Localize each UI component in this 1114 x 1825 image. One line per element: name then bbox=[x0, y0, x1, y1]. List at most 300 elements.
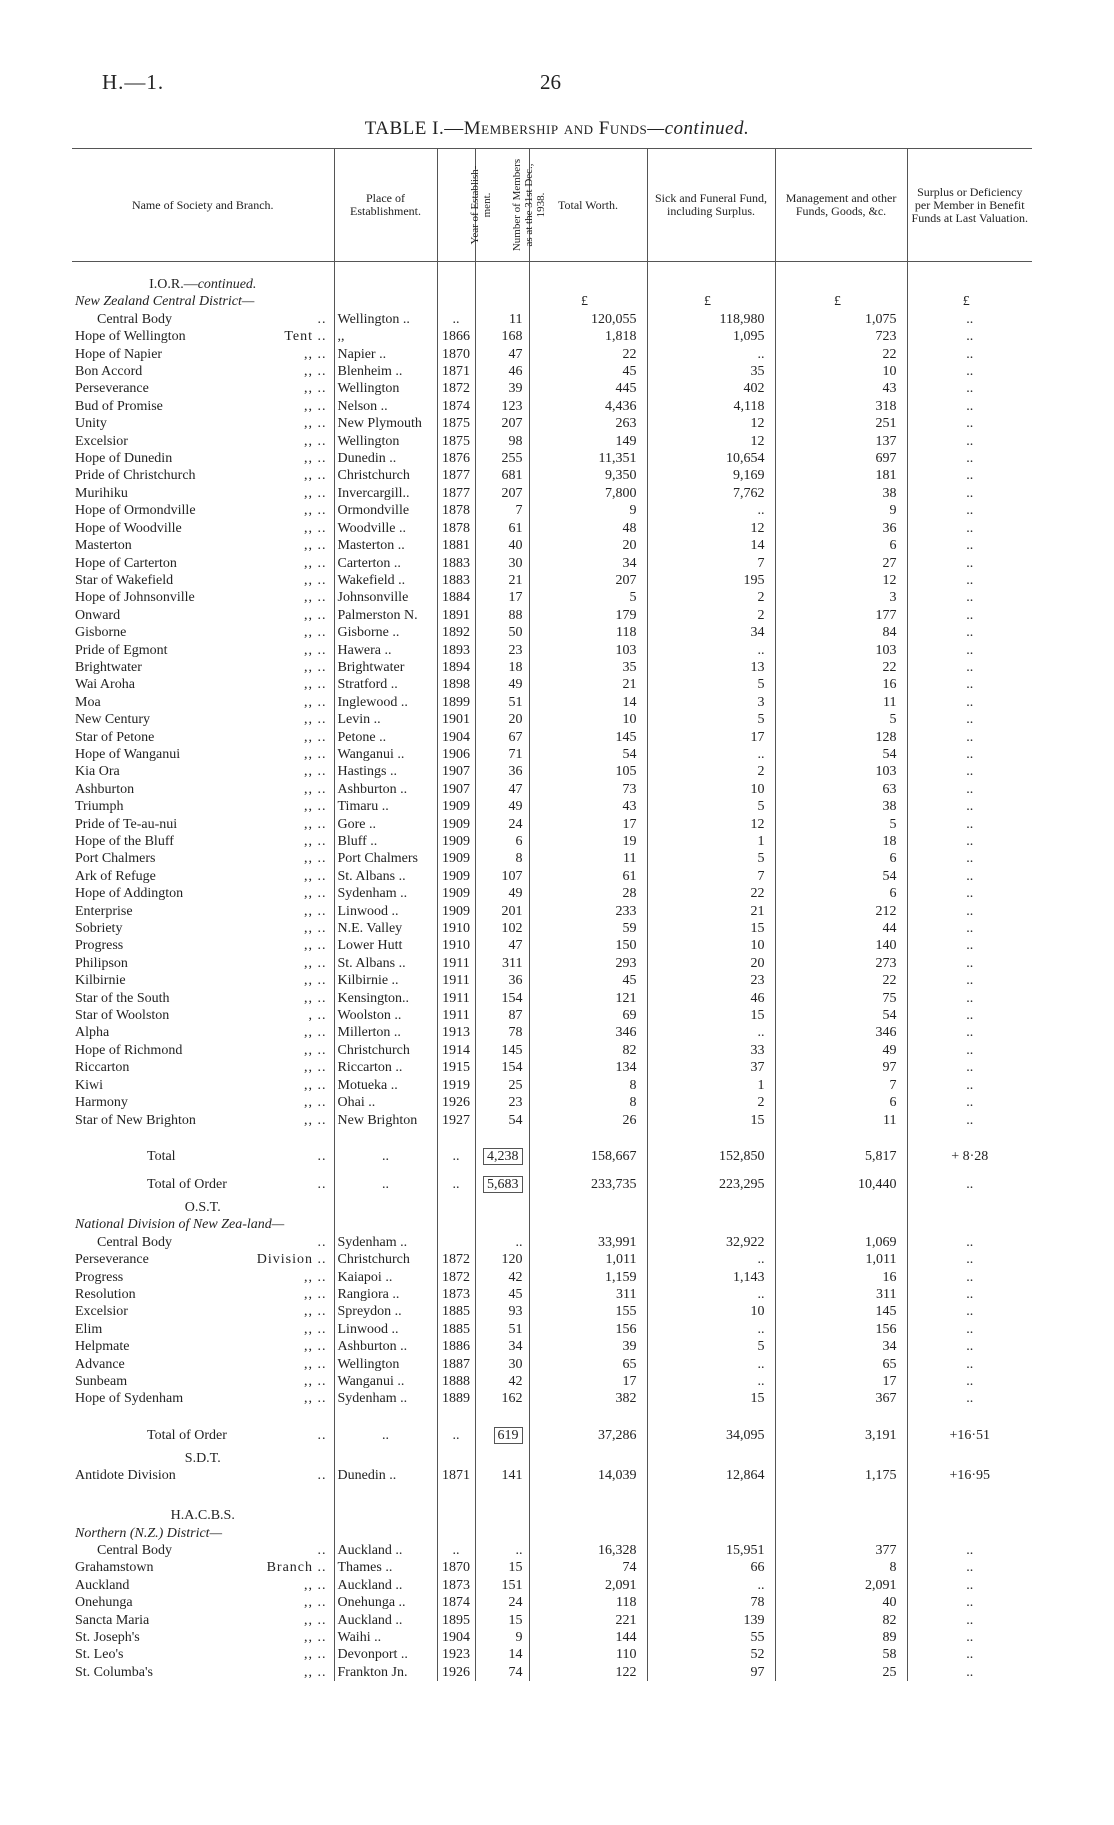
surplus-cell: .. bbox=[907, 642, 1032, 659]
total-worth-cell: 48 bbox=[529, 520, 647, 537]
members-cell: 107 bbox=[475, 868, 529, 885]
mgmt-fund-cell: 44 bbox=[775, 920, 907, 937]
mgmt-fund-cell: 2,091 bbox=[775, 1577, 907, 1594]
total-label-cell bbox=[72, 1171, 334, 1199]
sick-fund-cell: 195 bbox=[647, 572, 775, 589]
mgmt-fund-cell: 82 bbox=[775, 1612, 907, 1629]
ior-branch-row bbox=[72, 1094, 1032, 1111]
branch-name-cell bbox=[72, 711, 334, 728]
place-cell: Gisborne .. bbox=[334, 624, 437, 641]
members-cell: 46 bbox=[475, 363, 529, 380]
place-cell: Dunedin .. bbox=[334, 450, 437, 467]
branch-name-cell bbox=[72, 1559, 334, 1576]
total-worth-cell: 9 bbox=[529, 502, 647, 519]
branch-name-box bbox=[75, 1321, 331, 1338]
members-cell: 42 bbox=[475, 1269, 529, 1286]
branch-suffix: ,, .. bbox=[304, 1356, 327, 1372]
place-cell: Linwood .. bbox=[334, 1321, 437, 1338]
surplus-cell: .. bbox=[907, 711, 1032, 728]
branch-name-box bbox=[75, 1646, 331, 1663]
mgmt-fund-cell: 346 bbox=[775, 1024, 907, 1041]
members-cell: 120 bbox=[475, 1251, 529, 1268]
mgmt-fund-cell: 177 bbox=[775, 607, 907, 624]
surplus-cell: .. bbox=[907, 328, 1032, 345]
place-cell: Auckland .. bbox=[334, 1577, 437, 1594]
branch-name-box bbox=[75, 1269, 331, 1286]
year-cell: 1872 bbox=[437, 1251, 475, 1268]
branch-name-cell bbox=[72, 555, 334, 572]
surplus-cell: .. bbox=[907, 1303, 1032, 1320]
year-cell bbox=[437, 1234, 475, 1251]
ior-branch-row bbox=[72, 1112, 1032, 1129]
branch-name: Harmony bbox=[75, 1095, 128, 1111]
ost-division-row bbox=[72, 1234, 1032, 1251]
sick-fund-cell: 12 bbox=[647, 433, 775, 450]
mgmt-fund-cell: 1,069 bbox=[775, 1234, 907, 1251]
ior-branch-row bbox=[72, 798, 1032, 815]
surplus-cell: .. bbox=[907, 1077, 1032, 1094]
hac-branch-row bbox=[72, 1577, 1032, 1594]
total-label: Total of Order bbox=[147, 1427, 227, 1443]
branch-suffix: .. bbox=[317, 1234, 327, 1250]
branch-name-cell bbox=[72, 1356, 334, 1373]
branch-name-box bbox=[75, 485, 331, 502]
mgmt-fund-cell: 697 bbox=[775, 450, 907, 467]
surplus-cell: .. bbox=[907, 1042, 1032, 1059]
spacer-cell bbox=[475, 1129, 529, 1143]
branch-name: Elim bbox=[75, 1321, 103, 1337]
spacer-cell bbox=[529, 1129, 647, 1143]
sick-fund-cell: 22 bbox=[647, 885, 775, 902]
year-cell: 1875 bbox=[437, 415, 475, 432]
hac-branch-row bbox=[72, 1612, 1032, 1629]
branch-name: New Century bbox=[75, 712, 151, 728]
branch-name: Kiwi bbox=[75, 1077, 103, 1093]
branch-name-box bbox=[75, 798, 331, 815]
members-cell: 9 bbox=[475, 1629, 529, 1646]
branch-suffix: ,, .. bbox=[304, 364, 327, 380]
branch-name-box bbox=[75, 520, 331, 537]
place-cell: Kaiapoi .. bbox=[334, 1269, 437, 1286]
mgmt-fund-cell: 84 bbox=[775, 624, 907, 641]
branch-suffix: ,, .. bbox=[304, 538, 327, 554]
col-name-header: Name of Society and Branch. bbox=[72, 149, 334, 262]
sick-fund-cell: 15 bbox=[647, 1007, 775, 1024]
branch-name-cell bbox=[72, 850, 334, 867]
total-label-box bbox=[75, 1171, 331, 1199]
table-body bbox=[72, 262, 1032, 1682]
total-worth-cell: 293 bbox=[529, 955, 647, 972]
members-cell: 255 bbox=[475, 450, 529, 467]
year-cell: 1927 bbox=[437, 1112, 475, 1129]
mgmt-fund-cell: 3 bbox=[775, 589, 907, 606]
branch-name: Philipson bbox=[75, 955, 128, 971]
branch-name-cell bbox=[72, 1629, 334, 1646]
members-cell: 11 bbox=[475, 311, 529, 328]
branch-name-box bbox=[75, 711, 331, 728]
title-main: Membership and Funds bbox=[463, 118, 648, 139]
spacer-cell bbox=[334, 1493, 437, 1507]
spacer-cell bbox=[529, 1408, 647, 1422]
mgmt-fund-cell: 145 bbox=[775, 1303, 907, 1320]
branch-name-box bbox=[75, 363, 331, 380]
mgmt-fund-cell: 103 bbox=[775, 642, 907, 659]
ior-branch-row bbox=[72, 398, 1032, 415]
surplus-cell: .. bbox=[907, 1234, 1032, 1251]
spacer-cell bbox=[907, 1507, 1032, 1524]
total-worth-cell: 145 bbox=[529, 729, 647, 746]
year-cell: 1874 bbox=[437, 398, 475, 415]
place-cell: Christchurch bbox=[334, 1251, 437, 1268]
place-cell: Ormondville bbox=[334, 502, 437, 519]
members-cell: .. bbox=[475, 1542, 529, 1559]
mgmt-fund-cell: 38 bbox=[775, 798, 907, 815]
branch-name-cell bbox=[72, 328, 334, 345]
sick-fund-cell: 15 bbox=[647, 920, 775, 937]
place-cell: Wellington bbox=[334, 433, 437, 450]
branch-suffix: ,, .. bbox=[304, 1095, 327, 1111]
sick-fund-cell: 1 bbox=[647, 1077, 775, 1094]
spacer-cell bbox=[529, 1525, 647, 1542]
branch-name-box bbox=[75, 746, 331, 763]
branch-suffix: ,, .. bbox=[304, 381, 327, 397]
branch-name-box bbox=[75, 816, 331, 833]
surplus-cell: .. bbox=[907, 398, 1032, 415]
sick-fund-cell: .. bbox=[647, 1251, 775, 1268]
branch-name-cell bbox=[72, 346, 334, 363]
branch-suffix: Division .. bbox=[256, 1252, 327, 1268]
surplus-cell: .. bbox=[907, 885, 1032, 902]
branch-suffix: ,, .. bbox=[304, 955, 327, 971]
surplus-cell: .. bbox=[907, 1024, 1032, 1041]
sick-fund-cell: .. bbox=[647, 1321, 775, 1338]
ior-branch-row bbox=[72, 346, 1032, 363]
year-cell: 1887 bbox=[437, 1356, 475, 1373]
total-worth-cell: 1,011 bbox=[529, 1251, 647, 1268]
members-cell: 14 bbox=[475, 1646, 529, 1663]
mgmt-fund-cell: 12 bbox=[775, 572, 907, 589]
mgmt-fund-cell: 65 bbox=[775, 1356, 907, 1373]
branch-name: St. Leo's bbox=[75, 1647, 124, 1663]
place-cell: Carterton .. bbox=[334, 555, 437, 572]
total-worth-cell: 35 bbox=[529, 659, 647, 676]
branch-suffix: ,, .. bbox=[304, 921, 327, 937]
sick-fund-cell: 12 bbox=[647, 415, 775, 432]
branch-name-cell bbox=[72, 1007, 334, 1024]
year-cell: 1910 bbox=[437, 920, 475, 937]
branch-name-cell bbox=[72, 1234, 334, 1251]
ior-branch-row bbox=[72, 937, 1032, 954]
sick-fund-cell: 15 bbox=[647, 1112, 775, 1129]
ior-branch-row bbox=[72, 537, 1032, 554]
year-cell: 1877 bbox=[437, 485, 475, 502]
spacer-cell bbox=[475, 1199, 529, 1216]
ost-division-row bbox=[72, 1356, 1032, 1373]
total-worth-cell: 9,350 bbox=[529, 467, 647, 484]
branch-name-cell bbox=[72, 607, 334, 624]
ior-org-abbrev: I.O.R.— bbox=[149, 277, 198, 292]
total-worth-cell: 21 bbox=[529, 676, 647, 693]
total-worth-cell: 144 bbox=[529, 1629, 647, 1646]
surplus-cell: .. bbox=[907, 415, 1032, 432]
total-members-box: 4,238 bbox=[483, 1148, 523, 1165]
branch-name-cell bbox=[72, 520, 334, 537]
branch-name-cell bbox=[72, 746, 334, 763]
place-cell: Onehunga .. bbox=[334, 1594, 437, 1611]
branch-name-cell bbox=[72, 1373, 334, 1390]
year-cell: 1893 bbox=[437, 642, 475, 659]
branch-suffix: ,, .. bbox=[304, 1042, 327, 1058]
ior-branch-row bbox=[72, 642, 1032, 659]
total-surplus-cell: .. bbox=[907, 1171, 1032, 1199]
sick-fund-cell: .. bbox=[647, 346, 775, 363]
members-cell: 42 bbox=[475, 1373, 529, 1390]
branch-name: Auckland bbox=[75, 1577, 130, 1593]
branch-suffix: ,, .. bbox=[304, 1577, 327, 1593]
branch-suffix: .. bbox=[317, 311, 327, 327]
mgmt-fund-cell: 6 bbox=[775, 885, 907, 902]
ior-branch-row bbox=[72, 450, 1032, 467]
branch-name-cell bbox=[72, 1612, 334, 1629]
branch-name-box bbox=[75, 972, 331, 989]
mgmt-fund-cell: 54 bbox=[775, 1007, 907, 1024]
document-code: H.—1. bbox=[102, 70, 165, 94]
spacer-cell bbox=[72, 1129, 334, 1143]
total-worth-cell: 61 bbox=[529, 868, 647, 885]
branch-suffix: ,, .. bbox=[304, 938, 327, 954]
title-prefix: TABLE I.— bbox=[364, 118, 464, 139]
ior-total-row bbox=[72, 1143, 1032, 1171]
branch-name: Progress bbox=[75, 938, 124, 954]
surplus-cell: .. bbox=[907, 659, 1032, 676]
branch-name-box bbox=[75, 850, 331, 867]
surplus-cell: .. bbox=[907, 816, 1032, 833]
branch-suffix: ,, .. bbox=[304, 1269, 327, 1285]
place-cell: Wellington bbox=[334, 1356, 437, 1373]
branch-name-cell bbox=[72, 415, 334, 432]
branch-name-cell bbox=[72, 729, 334, 746]
year-cell: 1884 bbox=[437, 589, 475, 606]
sick-fund-cell: 12 bbox=[647, 520, 775, 537]
year-cell: 1895 bbox=[437, 1612, 475, 1629]
spacer-cell bbox=[529, 1507, 647, 1524]
branch-name: St. Columba's bbox=[75, 1664, 153, 1680]
branch-name-cell bbox=[72, 1390, 334, 1407]
total-worth-cell: 134 bbox=[529, 1059, 647, 1076]
sick-fund-cell: 5 bbox=[647, 711, 775, 728]
total-worth-cell: 207 bbox=[529, 572, 647, 589]
branch-suffix: ,, .. bbox=[304, 590, 327, 606]
branch-name: Bud of Promise bbox=[75, 398, 163, 414]
place-cell: Wanganui .. bbox=[334, 1373, 437, 1390]
total-worth-cell: 221 bbox=[529, 1612, 647, 1629]
surplus-cell: .. bbox=[907, 1612, 1032, 1629]
place-cell: Wellington .. bbox=[334, 311, 437, 328]
branch-name: Central Body bbox=[97, 311, 173, 327]
surplus-cell: .. bbox=[907, 450, 1032, 467]
branch-name: Riccarton bbox=[75, 1060, 130, 1076]
branch-name-cell bbox=[72, 937, 334, 954]
surplus-cell: .. bbox=[907, 850, 1032, 867]
year-cell: 1883 bbox=[437, 572, 475, 589]
branch-suffix: ,, .. bbox=[304, 1391, 327, 1407]
total-members-cell bbox=[475, 1422, 529, 1450]
spacer-cell bbox=[475, 1216, 529, 1233]
total-place-cell: .. bbox=[334, 1171, 437, 1199]
mgmt-fund-cell: 18 bbox=[775, 833, 907, 850]
surplus-cell: .. bbox=[907, 746, 1032, 763]
branch-name: Triumph bbox=[75, 799, 124, 815]
branch-name-cell bbox=[72, 885, 334, 902]
year-cell: 1885 bbox=[437, 1303, 475, 1320]
total-surplus-cell: + 8·28 bbox=[907, 1143, 1032, 1171]
branch-name-cell bbox=[72, 1286, 334, 1303]
surplus-cell: .. bbox=[907, 520, 1032, 537]
col-surplus-header: Surplus or Deficiency per Member in Benefit Funds at Last Valuation. bbox=[907, 149, 1032, 262]
surplus-cell: .. bbox=[907, 1338, 1032, 1355]
surplus-cell: .. bbox=[907, 694, 1032, 711]
branch-name-cell bbox=[72, 694, 334, 711]
branch-name-box bbox=[75, 624, 331, 641]
place-cell: Ohai .. bbox=[334, 1094, 437, 1111]
surplus-cell: .. bbox=[907, 624, 1032, 641]
total-worth-cell: 45 bbox=[529, 363, 647, 380]
ost-district-heading-label: National Division of New Zea-land— bbox=[75, 1217, 285, 1233]
branch-name-box bbox=[75, 555, 331, 572]
total-worth-cell: 120,055 bbox=[529, 311, 647, 328]
branch-name-cell bbox=[72, 1577, 334, 1594]
members-cell: 24 bbox=[475, 1594, 529, 1611]
branch-name-cell bbox=[72, 624, 334, 641]
branch-name-cell bbox=[72, 572, 334, 589]
ior-branch-row bbox=[72, 746, 1032, 763]
members-cell: 49 bbox=[475, 885, 529, 902]
total-worth-cell: 22 bbox=[529, 346, 647, 363]
branch-name: Hope of Napier bbox=[75, 346, 163, 362]
year-cell: 1886 bbox=[437, 1338, 475, 1355]
branch-name-cell bbox=[72, 1321, 334, 1338]
branch-suffix: ,, .. bbox=[304, 990, 327, 1006]
branch-name-cell bbox=[72, 763, 334, 780]
hac-branch-row bbox=[72, 1646, 1032, 1663]
branch-suffix: ,, .. bbox=[304, 607, 327, 623]
members-cell: 123 bbox=[475, 398, 529, 415]
mgmt-fund-cell: 25 bbox=[775, 1664, 907, 1681]
hac-org-heading bbox=[72, 1507, 1032, 1524]
sick-fund-cell: 32,922 bbox=[647, 1234, 775, 1251]
ost-division-row bbox=[72, 1269, 1032, 1286]
mgmt-fund-cell: 1,175 bbox=[775, 1467, 907, 1493]
ost-division-row bbox=[72, 1251, 1032, 1268]
sick-fund-cell: .. bbox=[647, 1286, 775, 1303]
col-year-label: Year of Establish-ment. bbox=[468, 165, 493, 245]
branch-name: Hope of Johnsonville bbox=[75, 590, 195, 606]
year-cell: 1871 bbox=[437, 1467, 475, 1493]
surplus-cell: .. bbox=[907, 729, 1032, 746]
branch-suffix: Branch .. bbox=[266, 1560, 327, 1576]
surplus-cell: .. bbox=[907, 763, 1032, 780]
branch-name-cell bbox=[72, 589, 334, 606]
mgmt-fund-cell: 367 bbox=[775, 1390, 907, 1407]
members-cell: 207 bbox=[475, 415, 529, 432]
branch-name-cell bbox=[72, 1094, 334, 1111]
branch-suffix: ,, .. bbox=[304, 764, 327, 780]
surplus-cell: .. bbox=[907, 955, 1032, 972]
ior-branch-row bbox=[72, 520, 1032, 537]
sick-fund-cell: 21 bbox=[647, 903, 775, 920]
total-worth-cell: 14 bbox=[529, 694, 647, 711]
branch-name-box bbox=[75, 1577, 331, 1594]
spacer-cell bbox=[775, 1507, 907, 1524]
branch-name: Alpha bbox=[75, 1025, 110, 1041]
spacer-row bbox=[72, 1408, 1032, 1422]
branch-name-box bbox=[75, 868, 331, 885]
branch-name: Antidote Division bbox=[75, 1468, 176, 1484]
branch-name-box bbox=[75, 1594, 331, 1611]
branch-name: Star of New Brighton bbox=[75, 1112, 196, 1128]
branch-suffix: ,, .. bbox=[304, 572, 327, 588]
mgmt-fund-cell: 43 bbox=[775, 380, 907, 397]
place-cell: Bluff .. bbox=[334, 833, 437, 850]
sick-fund-cell: .. bbox=[647, 1024, 775, 1041]
ior-branch-row bbox=[72, 920, 1032, 937]
branch-name: Hope of Addington bbox=[75, 886, 184, 902]
spacer-row bbox=[72, 1493, 1032, 1507]
branch-name-cell bbox=[72, 798, 334, 815]
mgmt-fund-cell: 7 bbox=[775, 1077, 907, 1094]
branch-name-box bbox=[75, 537, 331, 554]
total-worth-cell: 103 bbox=[529, 642, 647, 659]
branch-name: Hope of Sydenham bbox=[75, 1391, 184, 1407]
branch-name-cell bbox=[72, 502, 334, 519]
members-cell: 15 bbox=[475, 1612, 529, 1629]
mgmt-fund-cell: 1,011 bbox=[775, 1251, 907, 1268]
ost-division-row bbox=[72, 1303, 1032, 1320]
members-cell: 47 bbox=[475, 346, 529, 363]
ior-branch-row bbox=[72, 555, 1032, 572]
branch-suffix: , .. bbox=[308, 1008, 327, 1024]
place-cell: Masterton .. bbox=[334, 537, 437, 554]
members-cell: 154 bbox=[475, 1059, 529, 1076]
branch-suffix: ,, .. bbox=[304, 746, 327, 762]
ior-branch-row bbox=[72, 363, 1032, 380]
branch-name-box bbox=[75, 1112, 331, 1129]
year-cell: 1898 bbox=[437, 676, 475, 693]
spacer-cell bbox=[647, 1129, 775, 1143]
table-title bbox=[0, 118, 1114, 140]
ior-org-continued: continued. bbox=[197, 277, 257, 292]
branch-name-box bbox=[75, 937, 331, 954]
year-cell: 1926 bbox=[437, 1664, 475, 1681]
branch-name-box bbox=[75, 1356, 331, 1373]
ior-branch-row bbox=[72, 868, 1032, 885]
branch-suffix: ,, .. bbox=[304, 1630, 327, 1646]
ior-branch-row bbox=[72, 711, 1032, 728]
total-worth-cell: 158,667 bbox=[529, 1143, 647, 1171]
total-year-cell: .. bbox=[437, 1171, 475, 1199]
members-cell: 93 bbox=[475, 1303, 529, 1320]
members-cell: 25 bbox=[475, 1077, 529, 1094]
sick-fund-cell: 97 bbox=[647, 1664, 775, 1681]
spacer-cell bbox=[647, 1408, 775, 1422]
year-cell: 1877 bbox=[437, 467, 475, 484]
members-cell: 50 bbox=[475, 624, 529, 641]
mgmt-fund-cell: 27 bbox=[775, 555, 907, 572]
branch-name-box bbox=[75, 1024, 331, 1041]
ior-branch-row bbox=[72, 850, 1032, 867]
branch-suffix: ,, .. bbox=[304, 712, 327, 728]
place-cell: Blenheim .. bbox=[334, 363, 437, 380]
